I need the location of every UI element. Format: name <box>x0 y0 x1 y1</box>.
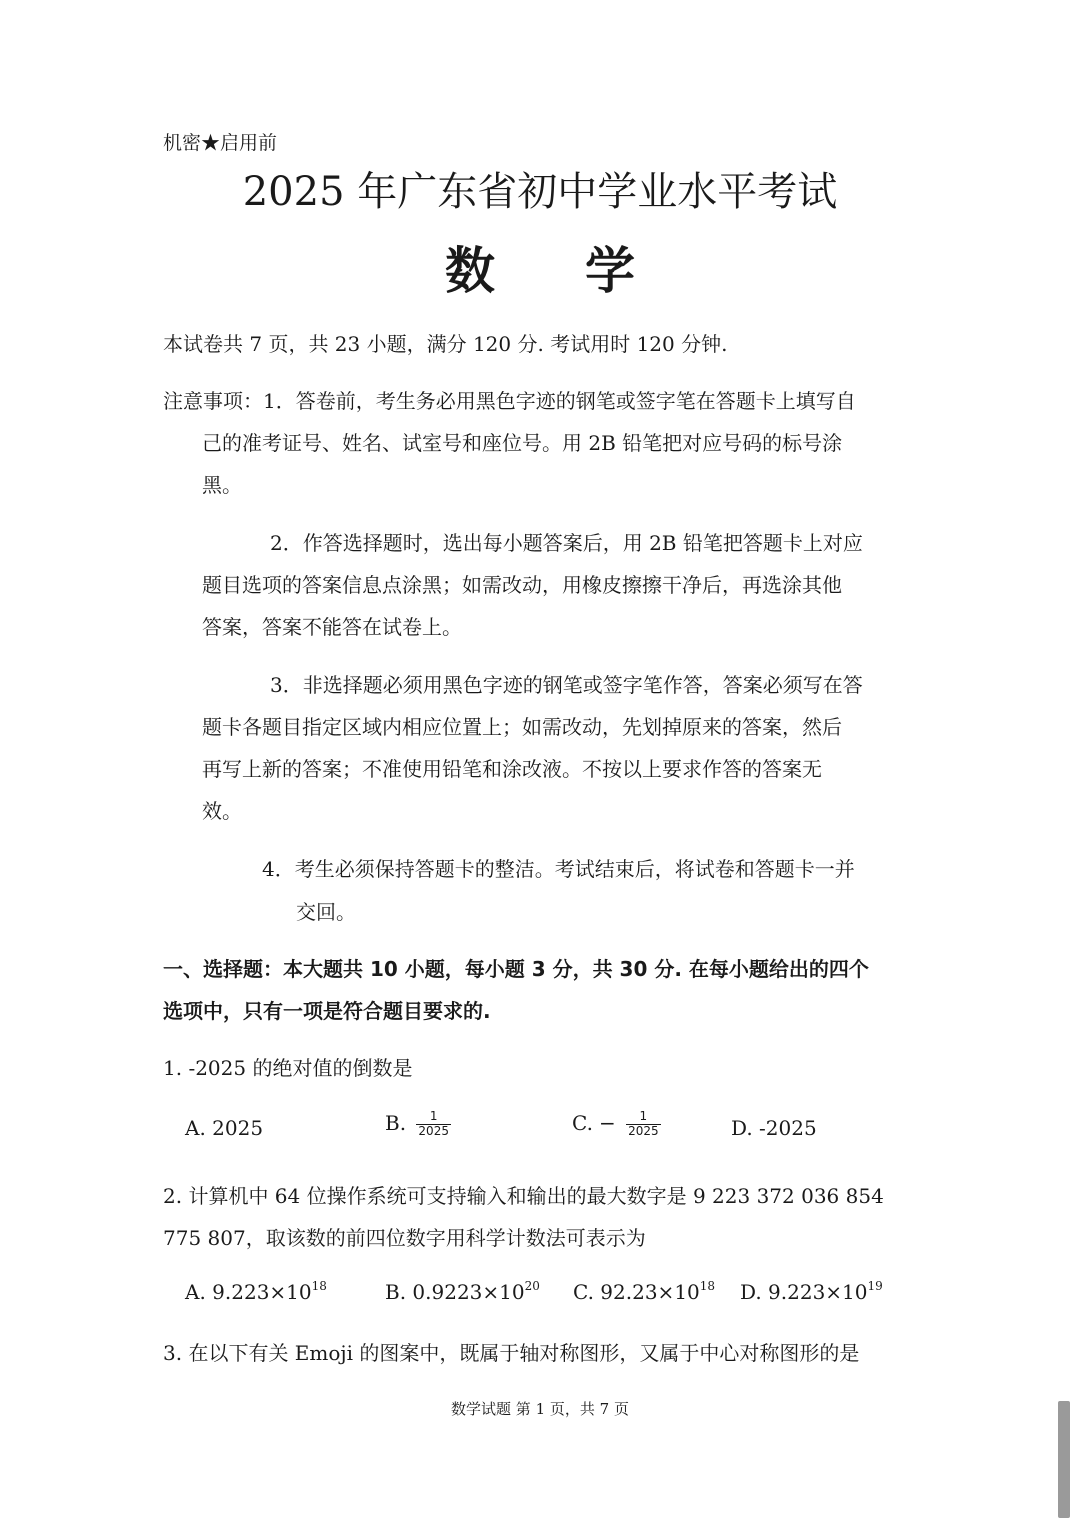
option-base: A. 9.223×10 <box>185 1280 312 1304</box>
exam-title: 2025 年广东省初中学业水平考试 <box>242 169 838 215</box>
subject-title <box>0 231 1080 303</box>
note-1-line-1: 1．答卷前，考生务必用黑色字迹的钢笔或签字笔在答题卡上填写自 <box>263 389 856 413</box>
note-2-line-1: 2．作答选择题时，选出每小题答案后，用 2B 铅笔把答题卡上对应 <box>270 531 863 555</box>
notes-label: 注意事项： <box>163 389 263 413</box>
option-exponent: 20 <box>524 1279 540 1293</box>
fraction-numerator: 1 <box>626 1110 661 1125</box>
note-3-line-1: 3．非选择题必须用黑色字迹的钢笔或签字笔作答，答案必须写在答 <box>270 673 863 697</box>
exam-intro: 本试卷共 7 页，共 23 小题，满分 120 分. 考试用时 120 分钟. <box>163 332 728 356</box>
note-1-line-3: 黑。 <box>202 473 242 497</box>
note-1-line-2: 己的准考证号、姓名、试室号和座位号。用 2B 铅笔把对应号码的标号涂 <box>202 431 843 455</box>
note-2-line-2: 题目选项的答案信息点涂黑；如需改动，用橡皮擦擦干净后，再选涂其他 <box>202 573 842 597</box>
subject-char-2: 学 <box>585 242 635 300</box>
question-1-option-d: D. -2025 <box>731 1116 817 1140</box>
question-2-option-d <box>740 1280 883 1304</box>
question-2-option-c <box>573 1280 715 1304</box>
fraction-1-over-2025 <box>416 1110 451 1139</box>
note-4-line-1: 4．考生必须保持答题卡的整洁。考试结束后，将试卷和答题卡一并 <box>262 857 855 881</box>
question-3-stem: 3. 在以下有关 Emoji 的图案中，既属于轴对称图形，又属于中心对称图形的是 <box>163 1341 860 1365</box>
subject-char-1: 数 <box>445 242 495 300</box>
note-3-line-4: 效。 <box>202 799 242 823</box>
note-4-line-2: 交回。 <box>296 900 356 924</box>
fraction-denominator: 2025 <box>418 1123 449 1138</box>
section-heading-line-2: 选项中，只有一项是符合题目要求的. <box>163 999 491 1023</box>
option-exponent: 18 <box>699 1279 716 1293</box>
question-2-stem-line-1: 2. 计算机中 64 位操作系统可支持输入和输出的最大数字是 9 223 372 036 854 <box>163 1184 884 1208</box>
note-3-line-3: 再写上新的答案；不准使用铅笔和涂改液。不按以上要求作答的答案无 <box>202 757 822 781</box>
option-exponent: 19 <box>867 1279 883 1293</box>
question-1-option-b <box>385 1110 451 1139</box>
note-3-line-2: 题卡各题目指定区域内相应位置上；如需改动，先划掉原来的答案，然后 <box>202 715 842 739</box>
option-base: D. 9.223×10 <box>740 1280 868 1304</box>
question-2-option-a <box>185 1280 327 1304</box>
fraction-numerator: 1 <box>416 1110 451 1125</box>
page-footer: 数学试题 第 1 页，共 7 页 <box>451 1400 629 1418</box>
fraction-denominator: 2025 <box>628 1123 659 1138</box>
question-2-option-b <box>385 1280 540 1304</box>
confidential-label: 机密★启用前 <box>163 132 278 154</box>
minus-sign: − <box>598 1110 616 1135</box>
option-base: B. 0.9223×10 <box>385 1280 525 1304</box>
option-c-label: C. <box>572 1110 593 1135</box>
question-1-stem: 1. -2025 的绝对值的倒数是 <box>163 1056 413 1080</box>
question-1-option-c <box>572 1110 661 1139</box>
notes-line <box>163 385 856 414</box>
section-heading-line-1: 一、选择题：本大题共 10 小题，每小题 3 分，共 30 分. 在每小题给出的四个 <box>163 957 869 981</box>
option-base: C. 92.23×10 <box>573 1280 700 1304</box>
question-2-stem-line-2: 775 807，取该数的前四位数字用科学计数法可表示为 <box>163 1226 646 1250</box>
scrollbar-thumb[interactable] <box>1058 1401 1070 1518</box>
fraction-1-over-2025 <box>626 1110 661 1139</box>
option-b-label: B. <box>385 1110 407 1135</box>
note-2-line-3: 答案，答案不能答在试卷上。 <box>202 615 462 639</box>
option-exponent: 18 <box>311 1279 327 1293</box>
question-1-option-a: A. 2025 <box>185 1116 264 1140</box>
